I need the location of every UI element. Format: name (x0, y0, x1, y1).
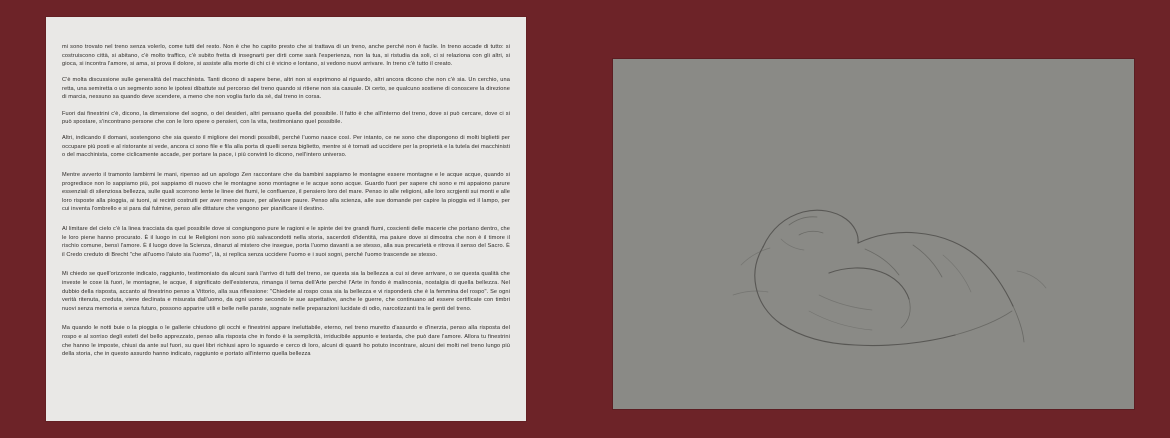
paragraph: mi sono trovato nel treno senza volerlo, come tutti del resto. Non è che ho capito presto che si trattava di un treno, anche perché non è facile. In treno accade di tutto: si costruiscono città, si abitano, c'è molto traffico, c'è subito fretta di insegnarti per dirti come sarà l'esperienza, non la tua, si ristudia da soli, ci si relaziona con gli altri, si gioca, si incontra l'amore, si ama, si prova il dolore, si assiste alla morte di chi ci è vicino e lontano, si vedono nuovi arrivare. In treno c'è tutto il creato. (62, 44, 510, 68)
document-text-body (62, 43, 510, 411)
paragraph: Mentre avverto il tramonto lambirmi le mani, ripenso ad un apologo Zen raccontare che da bambini sappiamo le montagne essere montagne e le acque acque, quando si progredisce non lo sappiamo più, poi sappiamo di nuovo che le montagne sono montagne e le acque sono acque. Guardo fuori per sapere chi sono e mi appaiono parure essenziali di silenziosa bellezza, sulle quali scorrono lente le linee dei fiumi, le confluenze, il pensiero loro del mare. Penso io alle religioni, alle loro scrgjenti sui monti e alle loro risposte alla pioggia, ai tuoni, ai recinti costruiti per aver meno paure, per alleviare paure. Penso alla scienza, alle sue domande per capire la pioggia ed il lampo, per cui inventa l'ombrello e si para dal fulmine, penso alle dittature che vengono per pianificare il destino. (62, 172, 510, 213)
paragraph: Fuori dai finestrini c'è, dicono, la dimensione del sogno, o dei desideri, altri pensano quella del possibile. Il fatto è che all'interno del treno, dove si può cercare, dove ci si può spostare, s'incontrano persone che con le loro opere o pensieri, con la vita, testimoniano quel possibile. (62, 110, 510, 126)
artwork-panel (613, 59, 1134, 409)
paragraph: Al limitare del cielo c'è la linea tracciata da quel possibile dove si congiungono pure le ragioni e le spinte dei tre grandi fiumi, coscienti delle macerie che portano dentro, che le loro piene hanno procurato. È il luogo in cui le Religioni non sono più salvacondotti nella storia, sacerdoti d'identità, ma paiure dove si dimostra che non è il timore il rischio comune, bensì l'amore. È il luogo dove la Scienza, dinanzi al mistero che insegue, porta l'uomo davanti a se stesso, alla sua precarietà e ritrova il senso del Sacro. È il Credo creduto di Brecht "che all'uomo l'aiuto sia l'uomo", là, si replica senza uccidere l'uomo e i suoi sogni, perché l'uomo trascende se stesso. (62, 226, 510, 258)
paragraph: Mi chiedo se quell'orizzonte indicato, raggiunto, testimoniato da alcuni sarà l'arrivo di tutti del treno, se questa sia la bellezza a cui si deve arrivare, o se questa qualità che investe le cose là fuori, le montagne, le acque, il significato dell'esistenza, rimanga il tema dell'Arte perché l'Arte in fondo è malinconia, nostalgia di quella bellezza. Nel dubbio della risposta, accanto al finestrino penso a Vittorio, alla sua riflessione: "Chiedete al rospo cosa sia la bellezza e vi risponderà che è la femmina del rospo". Se ogni verità ritenuta, creduta, viene declinata e misurata dall'uomo, da ogni uomo secondo le sue aspettative, anche le guerre, che continuano ad essere certificate con timbri nuovi senza memoria e senza futuro, possono apparire utili e belle nelle parate, sognate nelle preparazioni lucidate di odio, narcotizzanti tra le genti del treno. (62, 271, 510, 312)
document-page (46, 17, 526, 421)
pencil-sketch-icon (613, 59, 1134, 409)
paragraph: Altri, indicando il domani, sostengono che sia questo il migliore dei mondi possibili, perché l'uomo nasce così. Per intanto, ce ne sono che dispongono di molti biglietti per occupare più posti e al ristorante si vede, ancora ci sono file e fila alla porta di quelli senza biglietto, mentre si è tornati ad uccidere per la proprietà e la tutela dei macchinisti o del macchinista, come ciclicamente accade, per portare la pace, i più convinti lo dicono, nell'intero universo. (62, 135, 510, 159)
paragraph: C'è molta discussione sulle generalità del macchinista. Tanti dicono di sapere bene, altri non si esprimono al riguardo, altri ancora dicono che non c'è sia. Un cerchio, una retta, una semiretta o un segmento sono le ipotesi dibattute sul percorso del treno quando si ritiene non sia casuale. Di certo, se qualcuno sostiene di conoscere la direzione di marcia, nessuno sa quando deve scendere, a meno che non voglia farlo da sé, dal treno in corsa. (62, 77, 510, 101)
paragraph: Ma quando le notti buie o la pioggia o le gallerie chiudono gli occhi e finestrini appare ineluttabile, eterno, nel treno muretto d'assurdo e d'inerzia, penso alla risposta del rospo e al sorriso degli estetì del bello apprezzato, penso alla risposta che in fondo è la semplicità, irriducibile appunto e testarda, che può dare l'amore. Allora tu finestrini che hanno le imposte, chiusi da ante sul fuori, su quei libri richiusi apro lo sguardo e cerco di loro, alcuni di quanti ho potuto incontrare, alcuni dei molti nel treno lungo più della storia, che in questo assurdo hanno indicato, raggiunto e portato all'interno quella bellezza (62, 325, 510, 358)
